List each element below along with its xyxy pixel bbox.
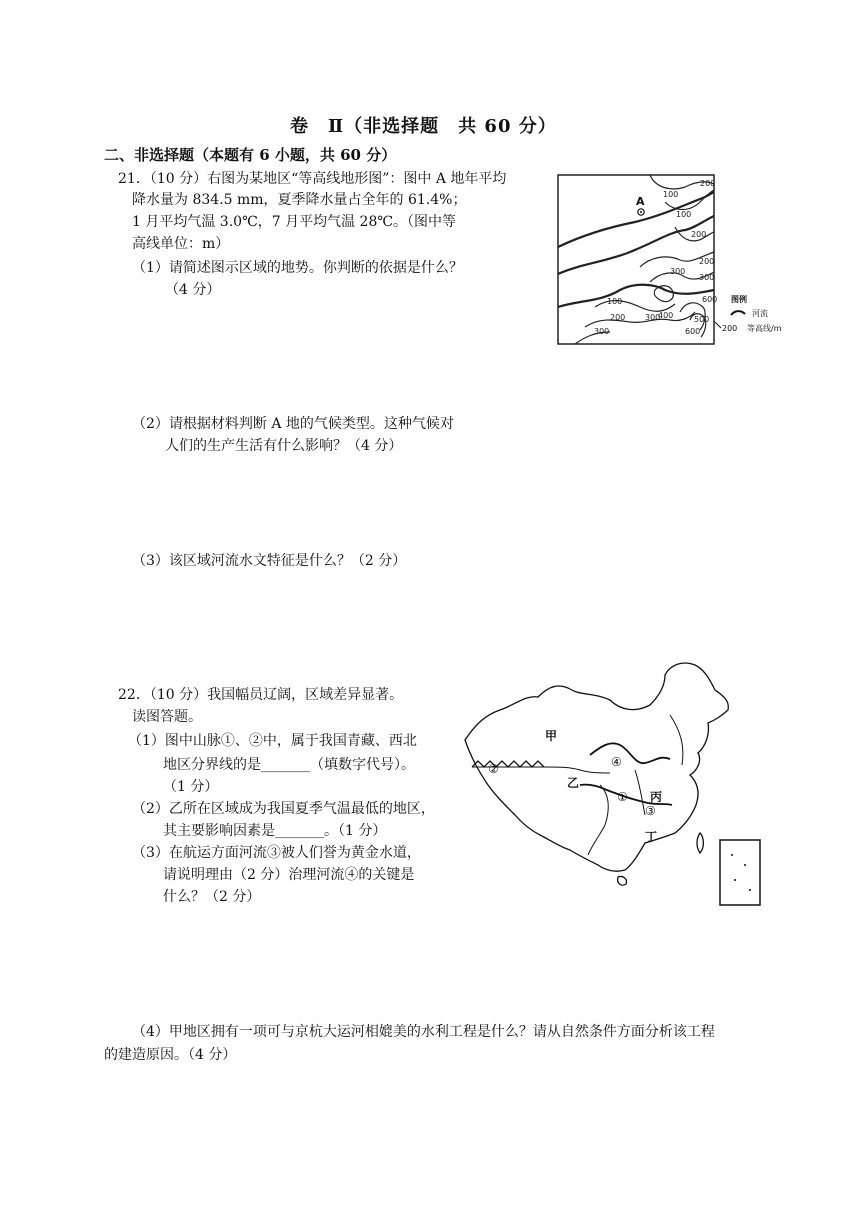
- contour-label: 200: [700, 179, 716, 188]
- region-label-bing: 丙: [650, 790, 663, 804]
- legend-title: 图例: [731, 295, 747, 304]
- q22-sub1-line-3: （1 分）: [163, 779, 219, 795]
- q22-sub4-line-1: （4）甲地区拥有一项可与京杭大运河相媲美的水利工程是什么？请从自然条件方面分析该工程: [132, 1024, 715, 1040]
- legend-contour-symbol: [715, 322, 721, 328]
- q22-sub3-line-1: （3）在航运方面河流③被人们誉为黄金水道，: [132, 845, 421, 861]
- q22-line-1: 22．（10 分）我国幅员辽阔，区域差异显著。: [118, 687, 404, 703]
- legend-river-label: 河流: [752, 309, 768, 318]
- contour-map: [555, 172, 800, 347]
- q22-line-2: 读图答题。: [132, 709, 202, 725]
- contour-label: 300: [670, 267, 686, 276]
- contour-label: 300: [699, 273, 715, 282]
- q21-sub3: （3）该区域河流水文特征是什么？（2 分）: [132, 553, 407, 569]
- south-china-sea-inset: [720, 840, 760, 905]
- legend-contour-label: 等高线/m: [747, 324, 782, 333]
- hainan-island: [618, 876, 627, 885]
- contour-label: 300: [645, 313, 661, 322]
- contour-label: 100: [607, 297, 623, 306]
- china-map: [460, 655, 770, 910]
- q22-sub3-line-3: 什么？（2 分）: [163, 889, 261, 905]
- river-2: [558, 216, 714, 274]
- marker-1: ①: [617, 790, 628, 804]
- q22-sub4-line-2: 的建造原因。（4 分）: [104, 1047, 237, 1063]
- mountain-range-2: [472, 761, 544, 767]
- contour-label: 600: [702, 295, 718, 304]
- legend-contour-value: 200: [722, 324, 738, 333]
- contour-7: [585, 312, 695, 327]
- contour-label: 300: [594, 327, 610, 336]
- q22-sub2-line-1: （2）乙所在区域成为我国夏季气温最低的地区，: [132, 801, 435, 817]
- q22-sub2-line-2: 其主要影响因素是_______。（1 分）: [163, 823, 387, 839]
- q21-line-4: 高线单位：m）: [132, 236, 230, 252]
- contour-label: 400: [658, 311, 674, 320]
- region-label-yi: 乙: [567, 776, 580, 790]
- q21-line-3: 1 月平均气温 3.0℃，7 月平均气温 28℃。（图中等: [132, 214, 457, 230]
- contour-label: 200: [691, 230, 707, 239]
- contour-label: 100: [663, 190, 679, 199]
- q21-sub1-line-2: （4 分）: [165, 282, 221, 298]
- legend-river-symbol: [731, 311, 745, 315]
- marker-2: ②: [488, 762, 499, 776]
- marker-3: ③: [645, 804, 656, 818]
- paper-title: 卷 Ⅱ（非选择题 共 60 分）: [290, 116, 557, 137]
- contour-label: 200: [610, 313, 626, 322]
- q21-line-1: 21．（10 分）右图为某地区“等高线地形图”：图中 A 地年平均: [118, 171, 507, 187]
- q21-sub1-line-1: （1）请简述图示区域的地势。你判断的依据是什么？: [132, 260, 463, 276]
- contour-label: 600: [685, 327, 701, 336]
- river-4-line: [590, 743, 670, 763]
- taiwan-island: [697, 833, 703, 853]
- point-a-label: A: [636, 195, 645, 208]
- contour-label: 100: [676, 210, 692, 219]
- region-label-jia: 甲: [545, 729, 558, 743]
- contour-label: 200: [699, 257, 715, 266]
- marker-4: ④: [611, 755, 622, 769]
- q22-sub1-line-1: （1）图中山脉①、②中，属于我国青藏、西北: [128, 733, 417, 749]
- q21-sub2-line-1: （2）请根据材料判断 A 地的气候类型。这种气候对: [132, 416, 454, 432]
- q22-sub1-line-2: 地区分界线的是_______（填数字代号）。: [163, 757, 415, 773]
- section-heading: 二、非选择题（本题有 6 小题，共 60 分）: [104, 146, 397, 164]
- contour-label: 500: [694, 315, 710, 324]
- q21-line-2: 降水量为 834.5 mm，夏季降水量占全年的 61.4%；: [132, 192, 467, 208]
- q22-sub3-line-2: 请说明理由（2 分）治理河流④的关键是: [163, 867, 415, 883]
- q21-sub2-line-2: 人们的生产生活有什么影响？（4 分）: [165, 438, 403, 454]
- region-label-ding: 丁: [645, 830, 658, 844]
